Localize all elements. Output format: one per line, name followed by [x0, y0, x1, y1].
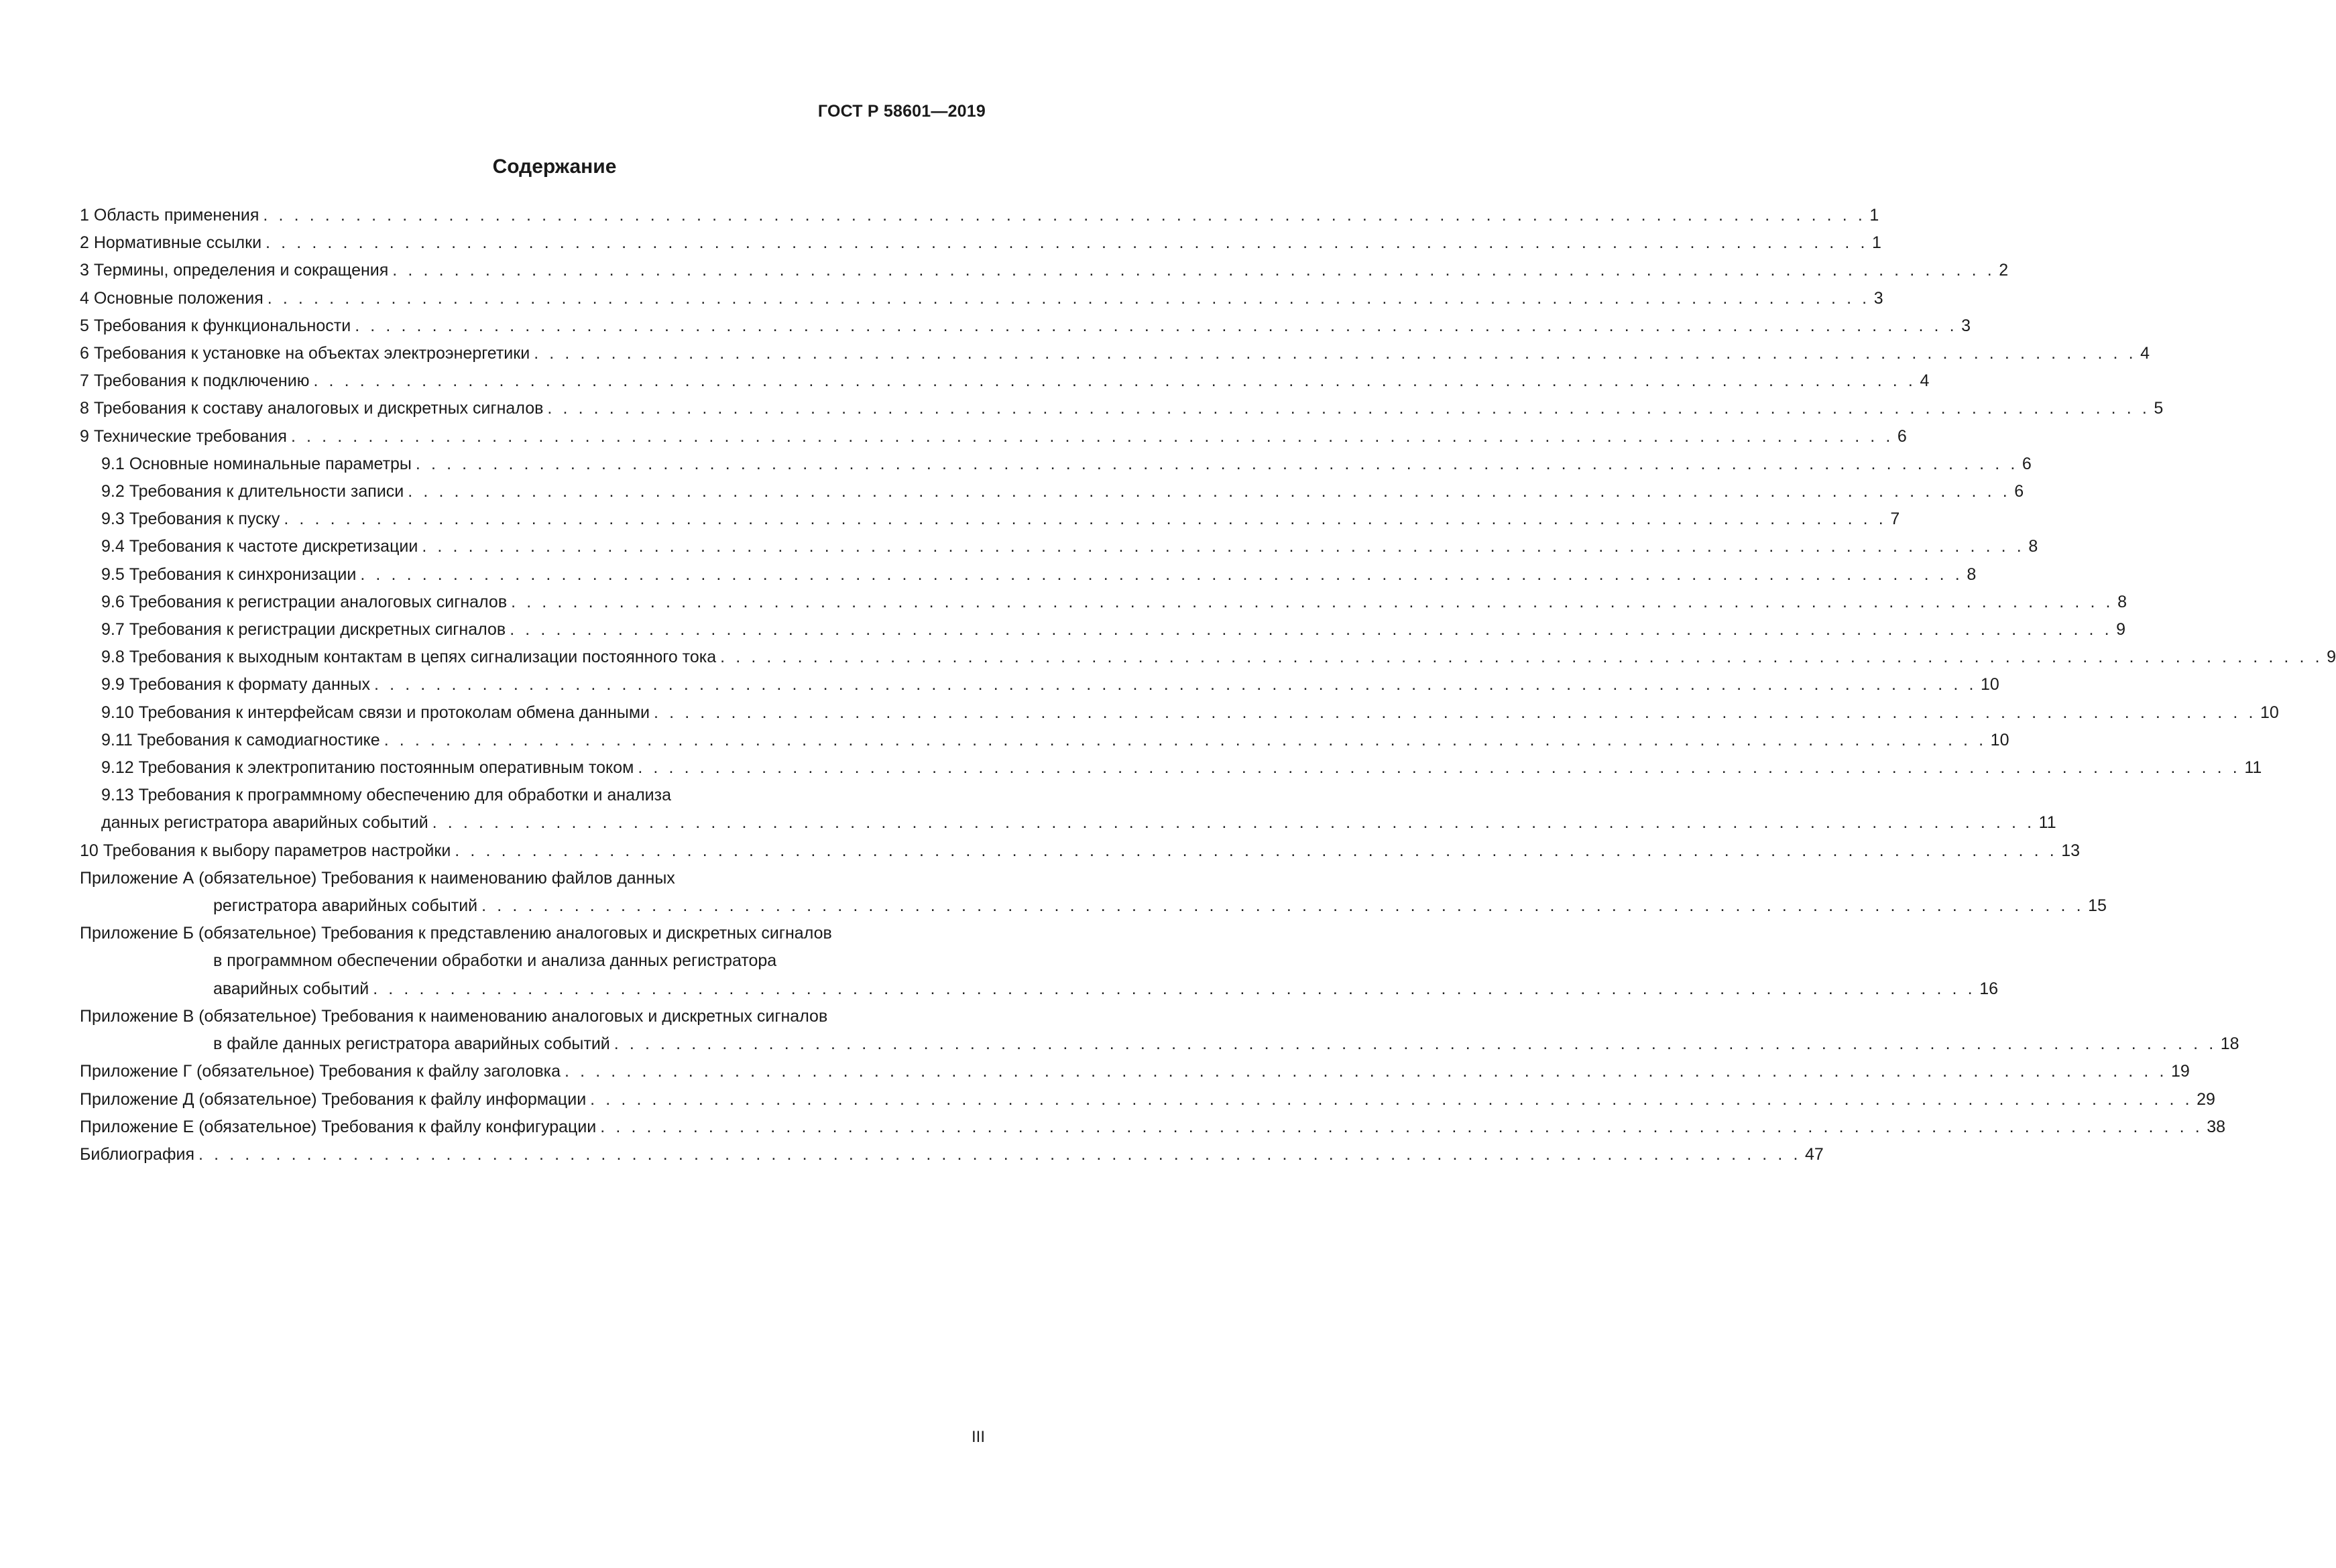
toc-entry[interactable] — [80, 312, 1971, 340]
dot-leader: . . . . . . . . . . . . . . . . . . . . . . . . . . . . . . . . . . . . . . . . . . . . . . . . . . . . . . . . . . . . . . . . . . . . . . . . . . . . . . . . . . . . . . . . . . . . . . . . . . . . . . . . — [511, 592, 2114, 611]
toc-page-number: 5 — [2154, 399, 2164, 418]
dot-leader: . . . . . . . . . . . . . . . . . . . . . . . . . . . . . . . . . . . . . . . . . . . . . . . . . . . . . . . . . . . . . . . . . . . . . . . . . . . . . . . . . . . . . . . . . . . . . . . . . . . . . . . . — [422, 537, 2025, 556]
toc-entry-title: 9.7 Требования к регистрации дискретных сигналов — [101, 620, 506, 640]
dot-leader: . . . . . . . . . . . . . . . . . . . . . . . . . . . . . . . . . . . . . . . . . . . . . . . . . . . . . . . . . . . . . . . . . . . . . . . . . . . . . . . . . . . . . . . . . . . . . . . . . . . . . . . . — [432, 813, 2035, 833]
toc-page-number: 10 — [2260, 703, 2279, 722]
toc-page-number: 6 — [2014, 482, 2024, 501]
toc-page-number: 4 — [2140, 344, 2150, 363]
toc-entry-title: Библиография — [80, 1144, 195, 1164]
dot-leader: . . . . . . . . . . . . . . . . . . . . . . . . . . . . . . . . . . . . . . . . . . . . . . . . . . . . . . . . . . . . . . . . . . . . . . . . . . . . . . . . . . . . . . . . . . . . . . . . . . . . . . . . — [481, 896, 2085, 916]
toc-page-number: 10 — [1990, 730, 2009, 749]
toc-entry[interactable] — [80, 865, 2107, 920]
toc-page-number: 2 — [1999, 261, 2009, 280]
dot-leader: . . . . . . . . . . . . . . . . . . . . . . . . . . . . . . . . . . . . . . . . . . . . . . . . . . . . . . . . . . . . . . . . . . . . . . . . . . . . . . . . . . . . . . . . . . . . . . . . . . . . . . . . — [720, 648, 2323, 667]
toc-page-number: 9 — [2116, 620, 2126, 640]
toc-entry-title-line: в программном обеспечении обработки и анализа данных регистратора — [213, 951, 777, 971]
dot-leader: . . . . . . . . . . . . . . . . . . . . . . . . . . . . . . . . . . . . . . . . . . . . . . . . . . . . . . . . . . . . . . . . . . . . . . . . . . . . . . . . . . . . . . . . . . . . . . . . . . . . . . . . — [373, 979, 1976, 998]
toc-entry[interactable] — [80, 782, 2056, 837]
toc-entry[interactable] — [80, 478, 2024, 505]
dot-leader: . . . . . . . . . . . . . . . . . . . . . . . . . . . . . . . . . . . . . . . . . . . . . . . . . . . . . . . . . . . . . . . . . . . . . . . . . . . . . . . . . . . . . . . . . . . . . . . . . . . . . . . . — [654, 703, 2257, 722]
toc-entry-title: регистратора аварийных событий — [213, 896, 478, 916]
toc-page-number: 13 — [2061, 841, 2081, 860]
toc-entry[interactable] — [80, 367, 1930, 395]
toc-entry[interactable] — [80, 395, 2164, 422]
toc-page-number: 8 — [2028, 537, 2038, 556]
toc-entry[interactable] — [80, 533, 2038, 560]
toc-page-number: 15 — [2088, 896, 2107, 916]
table-of-contents — [80, 202, 2336, 1168]
toc-page-number: 11 — [2038, 813, 2056, 833]
toc-entry-title: 2 Нормативные ссылки — [80, 233, 262, 253]
toc-entry[interactable] — [80, 1003, 2239, 1058]
toc-entry-title: 9.11 Требования к самодиагностике — [101, 730, 380, 749]
dot-leader: . . . . . . . . . . . . . . . . . . . . . . . . . . . . . . . . . . . . . . . . . . . . . . . . . . . . . . . . . . . . . . . . . . . . . . . . . . . . . . . . . . . . . . . . . . . . . . . . . . . . . . . . — [313, 371, 1916, 391]
toc-entry[interactable] — [80, 589, 2127, 616]
toc-entry-title: 9.3 Требования к пуску — [101, 509, 280, 529]
toc-entry-title-line: Приложение Б (обязательное) Требования к представлению аналоговых и дискретных сигналов — [80, 924, 832, 943]
toc-entry[interactable] — [80, 423, 1907, 450]
toc-entry-title: аварийных событий — [213, 979, 369, 998]
toc-entry-title: 9.9 Требования к формату данных — [101, 675, 371, 695]
dot-leader: . . . . . . . . . . . . . . . . . . . . . . . . . . . . . . . . . . . . . . . . . . . . . . . . . . . . . . . . . . . . . . . . . . . . . . . . . . . . . . . . . . . . . . . . . . . . . . . . . . . . . . . . — [198, 1144, 1802, 1164]
toc-entry-title: 9.8 Требования к выходным контактам в цепях сигнализации постоянного тока — [101, 648, 717, 667]
toc-entry[interactable] — [80, 285, 1883, 312]
toc-entry[interactable] — [80, 1113, 2226, 1141]
toc-entry[interactable] — [80, 1141, 1824, 1168]
toc-entry[interactable] — [80, 450, 2032, 478]
dot-leader: . . . . . . . . . . . . . . . . . . . . . . . . . . . . . . . . . . . . . . . . . . . . . . . . . . . . . . . . . . . . . . . . . . . . . . . . . . . . . . . . . . . . . . . . . . . . . . . . . . . . . . . . — [355, 316, 1958, 335]
toc-entry[interactable] — [80, 699, 2279, 727]
toc-entry-title: 4 Основные положения — [80, 288, 264, 308]
toc-entry[interactable] — [80, 837, 2081, 865]
toc-entry-title: Приложение Е (обязательное) Требования к файлу конфигурации — [80, 1117, 597, 1136]
toc-page-number: 10 — [1981, 675, 1999, 695]
toc-entry[interactable] — [80, 229, 1881, 257]
dot-leader: . . . . . . . . . . . . . . . . . . . . . . . . . . . . . . . . . . . . . . . . . . . . . . . . . . . . . . . . . . . . . . . . . . . . . . . . . . . . . . . . . . . . . . . . . . . . . . . . . . . . . . . . — [600, 1117, 2203, 1136]
toc-entry[interactable] — [80, 671, 1999, 699]
dot-leader: . . . . . . . . . . . . . . . . . . . . . . . . . . . . . . . . . . . . . . . . . . . . . . . . . . . . . . . . . . . . . . . . . . . . . . . . . . . . . . . . . . . . . . . . . . . . . . . . . . . . . . . . — [565, 1062, 2168, 1081]
dot-leader: . . . . . . . . . . . . . . . . . . . . . . . . . . . . . . . . . . . . . . . . . . . . . . . . . . . . . . . . . . . . . . . . . . . . . . . . . . . . . . . . . . . . . . . . . . . . . . . . . . . . . . . . — [290, 426, 1893, 446]
toc-page-number: 38 — [2207, 1117, 2226, 1136]
toc-page-number: 1 — [1869, 206, 1879, 225]
dot-leader: . . . . . . . . . . . . . . . . . . . . . . . . . . . . . . . . . . . . . . . . . . . . . . . . . . . . . . . . . . . . . . . . . . . . . . . . . . . . . . . . . . . . . . . . . . . . . . . . . . . . . . . . — [360, 564, 1963, 584]
toc-entry[interactable] — [80, 561, 1977, 589]
dot-leader: . . . . . . . . . . . . . . . . . . . . . . . . . . . . . . . . . . . . . . . . . . . . . . . . . . . . . . . . . . . . . . . . . . . . . . . . . . . . . . . . . . . . . . . . . . . . . . . . . . . . . . . . — [392, 261, 1995, 280]
toc-entry-title: 9.4 Требования к частоте дискретизации — [101, 537, 418, 556]
toc-page-number: 6 — [1897, 426, 1907, 446]
dot-leader: . . . . . . . . . . . . . . . . . . . . . . . . . . . . . . . . . . . . . . . . . . . . . . . . . . . . . . . . . . . . . . . . . . . . . . . . . . . . . . . . . . . . . . . . . . . . . . . . . . . . . . . . — [415, 454, 2018, 473]
dot-leader: . . . . . . . . . . . . . . . . . . . . . . . . . . . . . . . . . . . . . . . . . . . . . . . . . . . . . . . . . . . . . . . . . . . . . . . . . . . . . . . . . . . . . . . . . . . . . . . . . . . . . . . . — [614, 1034, 2217, 1054]
toc-page-number: 4 — [1920, 371, 1930, 391]
toc-entry-title: 7 Требования к подключению — [80, 371, 310, 391]
toc-page-number: 3 — [1873, 288, 1883, 308]
dot-leader: . . . . . . . . . . . . . . . . . . . . . . . . . . . . . . . . . . . . . . . . . . . . . . . . . . . . . . . . . . . . . . . . . . . . . . . . . . . . . . . . . . . . . . . . . . . . . . . . . . . . . . . . — [638, 758, 2241, 778]
toc-page-number: 6 — [2022, 454, 2032, 473]
toc-entry-title-line: Приложение В (обязательное) Требования к наименованию аналоговых и дискретных сигналов — [80, 1006, 828, 1026]
dot-leader: . . . . . . . . . . . . . . . . . . . . . . . . . . . . . . . . . . . . . . . . . . . . . . . . . . . . . . . . . . . . . . . . . . . . . . . . . . . . . . . . . . . . . . . . . . . . . . . . . . . . . . . . — [534, 344, 2137, 363]
toc-entry[interactable] — [80, 727, 2009, 754]
toc-entry-title: 9.5 Требования к синхронизации — [101, 564, 357, 584]
toc-page-number: 16 — [1979, 979, 1999, 998]
toc-page-number: 8 — [2117, 592, 2127, 611]
dot-leader: . . . . . . . . . . . . . . . . . . . . . . . . . . . . . . . . . . . . . . . . . . . . . . . . . . . . . . . . . . . . . . . . . . . . . . . . . . . . . . . . . . . . . . . . . . . . . . . . . . . . . . . . — [266, 233, 1869, 253]
toc-entry-title: 5 Требования к функциональности — [80, 316, 351, 335]
toc-entry-title: 9.10 Требования к интерфейсам связи и протоколам обмена данными — [101, 703, 650, 722]
toc-entry[interactable] — [80, 920, 1999, 1003]
dot-leader: . . . . . . . . . . . . . . . . . . . . . . . . . . . . . . . . . . . . . . . . . . . . . . . . . . . . . . . . . . . . . . . . . . . . . . . . . . . . . . . . . . . . . . . . . . . . . . . . . . . . . . . . — [590, 1089, 2193, 1109]
dot-leader: . . . . . . . . . . . . . . . . . . . . . . . . . . . . . . . . . . . . . . . . . . . . . . . . . . . . . . . . . . . . . . . . . . . . . . . . . . . . . . . . . . . . . . . . . . . . . . . . . . . . . . . . — [455, 841, 2058, 860]
toc-entry-title: 9.6 Требования к регистрации аналоговых сигналов — [101, 592, 508, 611]
toc-entry[interactable] — [80, 257, 2009, 284]
page-title: Содержание — [492, 156, 617, 178]
toc-entry[interactable] — [80, 1086, 2215, 1113]
page-number: III — [971, 1428, 985, 1446]
toc-entry-title: 1 Область применения — [80, 206, 259, 225]
toc-entry[interactable] — [80, 754, 2262, 782]
toc-page-number: 11 — [2244, 758, 2262, 778]
toc-entry[interactable] — [80, 340, 2150, 367]
toc-entry-title: 9.12 Требования к электропитанию постоянным оперативным током — [101, 758, 634, 778]
toc-entry-title: 8 Требования к составу аналоговых и дискретных сигналов — [80, 399, 544, 418]
dot-leader: . . . . . . . . . . . . . . . . . . . . . . . . . . . . . . . . . . . . . . . . . . . . . . . . . . . . . . . . . . . . . . . . . . . . . . . . . . . . . . . . . . . . . . . . . . . . . . . . . . . . . . . . — [284, 509, 1887, 529]
toc-entry-title: 9.1 Основные номинальные параметры — [101, 454, 412, 473]
dot-leader: . . . . . . . . . . . . . . . . . . . . . . . . . . . . . . . . . . . . . . . . . . . . . . . . . . . . . . . . . . . . . . . . . . . . . . . . . . . . . . . . . . . . . . . . . . . . . . . . . . . . . . . . — [374, 675, 1977, 695]
toc-entry-title: 10 Требования к выбору параметров настройки — [80, 841, 451, 860]
document-designation: ГОСТ Р 58601—2019 — [817, 102, 986, 121]
toc-entry-title: данных регистратора аварийных событий — [101, 813, 428, 833]
toc-entry[interactable] — [80, 505, 1900, 533]
toc-entry-title: в файле данных регистратора аварийных событий — [213, 1034, 610, 1054]
toc-entry-title: 9.2 Требования к длительности записи — [101, 482, 404, 501]
toc-entry-title-line: 9.13 Требования к программному обеспечению для обработки и анализа — [101, 786, 671, 805]
toc-page-number: 8 — [1967, 564, 1977, 584]
toc-page-number: 9 — [2327, 648, 2336, 667]
dot-leader: . . . . . . . . . . . . . . . . . . . . . . . . . . . . . . . . . . . . . . . . . . . . . . . . . . . . . . . . . . . . . . . . . . . . . . . . . . . . . . . . . . . . . . . . . . . . . . . . . . . . . . . . — [263, 206, 1866, 225]
toc-entry-title: Приложение Г (обязательное) Требования к файлу заголовка — [80, 1062, 561, 1081]
toc-page-number: 1 — [1872, 233, 1881, 253]
dot-leader: . . . . . . . . . . . . . . . . . . . . . . . . . . . . . . . . . . . . . . . . . . . . . . . . . . . . . . . . . . . . . . . . . . . . . . . . . . . . . . . . . . . . . . . . . . . . . . . . . . . . . . . . — [547, 399, 2150, 418]
toc-page-number: 29 — [2197, 1089, 2215, 1109]
toc-entry[interactable] — [80, 202, 1879, 229]
toc-entry[interactable] — [80, 1058, 2190, 1085]
dot-leader: . . . . . . . . . . . . . . . . . . . . . . . . . . . . . . . . . . . . . . . . . . . . . . . . . . . . . . . . . . . . . . . . . . . . . . . . . . . . . . . . . . . . . . . . . . . . . . . . . . . . . . . . — [384, 730, 1987, 749]
toc-page-number: 18 — [2220, 1034, 2239, 1054]
toc-page-number: 47 — [1805, 1144, 1824, 1164]
toc-page-number: 19 — [2171, 1062, 2190, 1081]
toc-entry-title: 6 Требования к установке на объектах электроэнергетики — [80, 344, 530, 363]
toc-entry-title: Приложение Д (обязательное) Требования к файлу информации — [80, 1089, 587, 1109]
toc-entry-title: 3 Термины, определения и сокращения — [80, 261, 389, 280]
toc-page-number: 7 — [1890, 509, 1900, 529]
toc-entry-title: 9 Технические требования — [80, 426, 287, 446]
toc-page-number: 3 — [1961, 316, 1971, 335]
dot-leader: . . . . . . . . . . . . . . . . . . . . . . . . . . . . . . . . . . . . . . . . . . . . . . . . . . . . . . . . . . . . . . . . . . . . . . . . . . . . . . . . . . . . . . . . . . . . . . . . . . . . . . . . — [510, 620, 2113, 640]
toc-entry[interactable] — [80, 644, 2336, 671]
toc-entry-title-line: Приложение А (обязательное) Требования к наименованию файлов данных — [80, 868, 675, 888]
dot-leader: . . . . . . . . . . . . . . . . . . . . . . . . . . . . . . . . . . . . . . . . . . . . . . . . . . . . . . . . . . . . . . . . . . . . . . . . . . . . . . . . . . . . . . . . . . . . . . . . . . . . . . . . — [408, 482, 2011, 501]
dot-leader: . . . . . . . . . . . . . . . . . . . . . . . . . . . . . . . . . . . . . . . . . . . . . . . . . . . . . . . . . . . . . . . . . . . . . . . . . . . . . . . . . . . . . . . . . . . . . . . . . . . . . . . . — [267, 288, 1870, 308]
toc-entry[interactable] — [80, 616, 2126, 644]
